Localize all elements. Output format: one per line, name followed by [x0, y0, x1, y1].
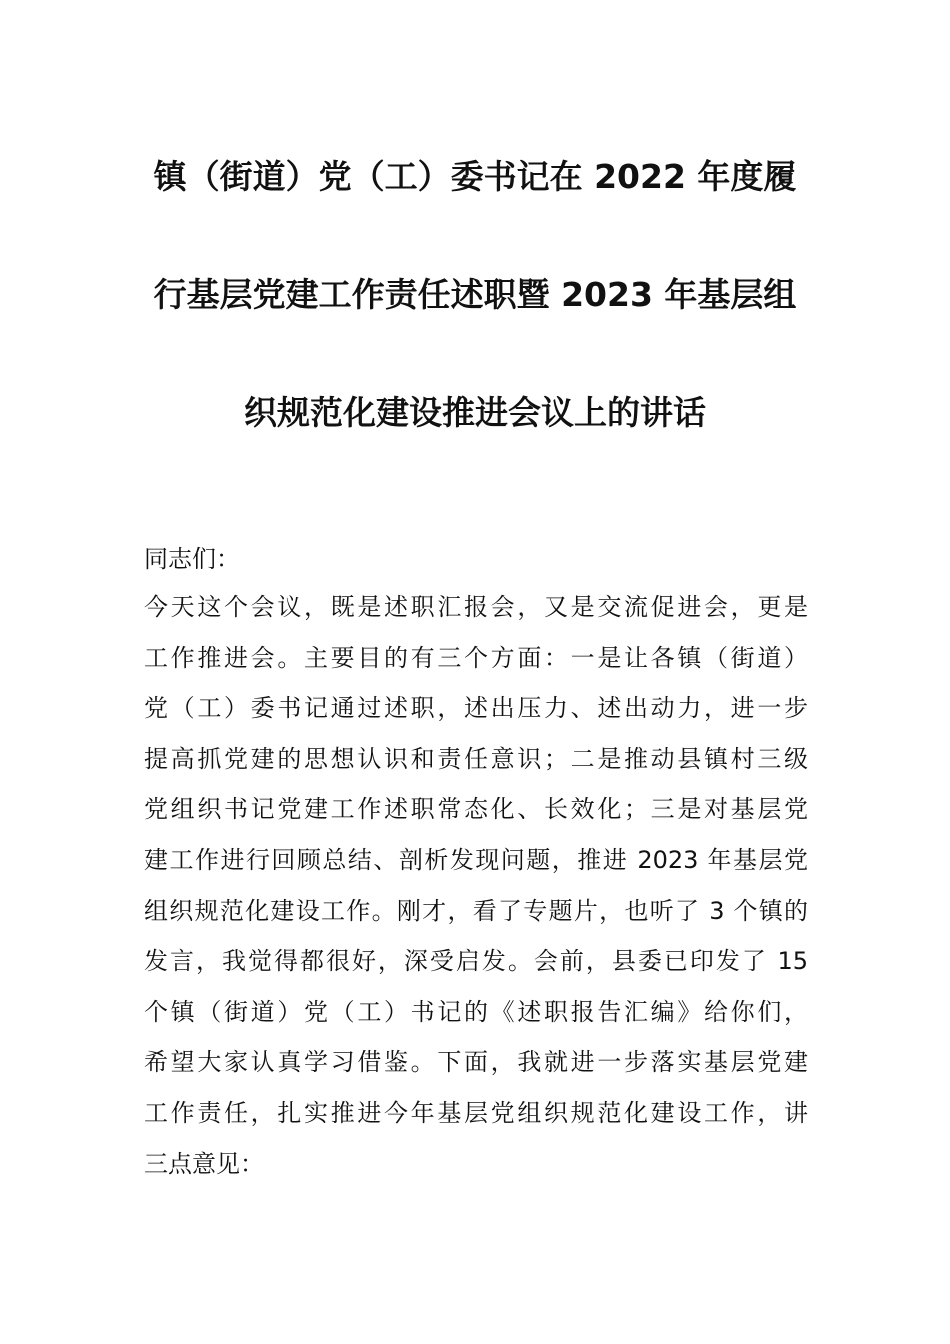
document-title — [120, 152, 830, 472]
paragraph-line: 三点意见： — [144, 1149, 264, 1178]
paragraph-line: 个镇（街道）党（工）书记的《述职报告汇编》给你们， — [144, 997, 808, 1026]
paragraph-line: 希望大家认真学习借鉴。下面，我就进一步落实基层党建 — [144, 1048, 808, 1077]
paragraph-line: 工作责任，扎实推进今年基层党组织规范化建设工作，讲 — [144, 1098, 808, 1127]
paragraph-line: 发言，我觉得都很好，深受启发。会前，县委已印发了 15 — [144, 947, 808, 976]
paragraph-line: 建工作进行回顾总结、剖析发现问题，推进 2023 年基层党 — [144, 845, 808, 874]
document-body — [144, 536, 808, 1189]
paragraph-line: 组织规范化建设工作。刚才，看了专题片，也听了 3 个镇的 — [144, 896, 808, 925]
salutation: 同志们： — [144, 545, 240, 573]
title-line: 行基层党建工作责任述职暨 2023 年基层组 — [153, 275, 797, 314]
paragraph-line: 党（工）委书记通过述职，述出压力、述出动力，进一步 — [144, 694, 808, 723]
opening-paragraph — [144, 582, 808, 1189]
paragraph-line: 工作推进会。主要目的有三个方面：一是让各镇（街道） — [144, 643, 808, 672]
title-line: 镇（街道）党（工）委书记在 2022 年度履 — [153, 157, 797, 196]
paragraph-line: 党组织书记党建工作述职常态化、长效化；三是对基层党 — [144, 795, 808, 824]
title-line: 织规范化建设推进会议上的讲话 — [244, 393, 706, 432]
paragraph-line: 今天这个会议，既是述职汇报会，又是交流促进会，更是 — [144, 593, 808, 621]
paragraph-line: 提高抓党建的思想认识和责任意识；二是推动县镇村三级 — [144, 744, 808, 773]
